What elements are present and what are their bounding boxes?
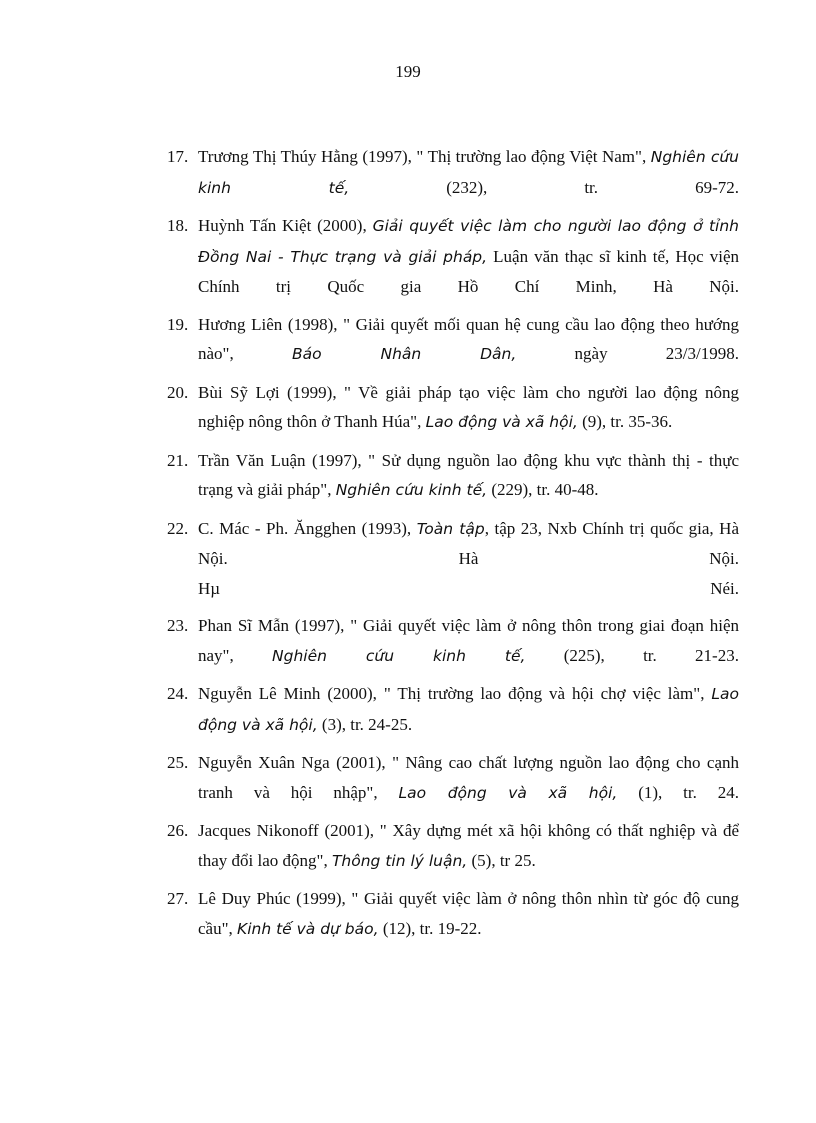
reference-number: 18. (167, 216, 189, 235)
reference-source: Nghiên cứu kinh tế, (272, 646, 526, 665)
reference-source: Thông tin lý luận, (331, 851, 468, 870)
reference-source: Báo Nhân Dân, (291, 345, 517, 363)
reference-item (135, 514, 739, 604)
reference-details: , tập 23, Nxb Chính trị quốc gia, Hà Nội. Hà Nội. (198, 518, 740, 568)
reference-source: Lao động và xã hội, (398, 783, 618, 802)
reference-item (135, 816, 739, 876)
stray-left-text: Hµ (198, 578, 221, 598)
reference-item (135, 884, 739, 944)
reference-details: (12), tr. 19-22. (378, 918, 482, 938)
reference-list (135, 142, 739, 952)
reference-item (135, 211, 739, 302)
reference-author-title: Lê Duy Phúc (1999), " Giải quyết việc làm ở nông thôn nhìn từ góc độ cung cầu", (198, 889, 739, 938)
reference-details: (225), tr. 21-23. (525, 645, 739, 665)
reference-source: Lao động và xã hội, (425, 413, 578, 431)
reference-number: 20. (167, 382, 189, 402)
reference-source: Giải quyết việc làm cho người lao động ở tỉnh Đồng Nai - Thực trạng và giải pháp, (198, 217, 740, 266)
reference-author-title: Hương Liên (1998), " Giải quyết mối quan hệ cung cầu lao động theo hướng nào", (198, 314, 739, 363)
reference-item (135, 142, 739, 203)
reference-number: 23. (167, 616, 189, 635)
reference-number: 26. (167, 821, 189, 840)
stray-right-text: Néi. (710, 578, 739, 598)
reference-author-title: Nguyễn Lê Minh (2000), " Thị trường lao động và hội chợ việc làm", (198, 684, 712, 703)
reference-item (135, 611, 739, 671)
reference-source: Lao động và xã hội, (198, 685, 739, 734)
reference-author-title: Nguyễn Xuân Nga (2001), " Nâng cao chất lượng nguồn lao động cho cạnh tranh và hội nhập", (198, 753, 739, 802)
reference-number: 27. (167, 889, 189, 908)
reference-author-title: Trần Văn Luận (1997), " Sử dụng nguồn lao động khu vực thành thị - thực trạng và giải pháp", (198, 450, 739, 499)
reference-number: 25. (167, 753, 189, 772)
reference-item (135, 679, 739, 740)
reference-details: ngày 23/3/1998. (516, 344, 739, 363)
reference-details: (3), tr. 24-25. (317, 714, 413, 734)
reference-author-title: Trương Thị Thúy Hằng (1997), " Thị trường lao động Việt Nam", (198, 147, 651, 166)
reference-details: (1), tr. 24. (617, 782, 739, 802)
reference-author-title: Jacques Nikonoff (2001), " Xây dựng mét xã hội không có thất nghiệp và để thay đổi lao động", (198, 821, 739, 870)
reference-details: Luận văn thạc sĩ kinh tế, Học viện Chính trị Quốc gia Hồ Chí Minh, Hà Nội. (198, 246, 739, 296)
reference-author-title: Huỳnh Tấn Kiệt (2000), (198, 216, 373, 235)
reference-details: (229), tr. 40-48. (487, 480, 599, 499)
reference-number: 24. (167, 684, 189, 703)
reference-author-title: C. Mác - Ph. Ăngghen (1993), (198, 518, 417, 538)
reference-author-title: Bùi Sỹ Lợi (1999), " Về giải pháp tạo việc làm cho người lao động nông nghiệp nông thôn ở Thanh Húa", (198, 382, 739, 431)
reference-number: 17. (167, 147, 189, 166)
reference-item (135, 310, 739, 370)
reference-source: Toàn tập (416, 519, 485, 538)
reference-details: (5), tr 25. (467, 850, 536, 870)
reference-source: Kinh tế và dự báo, (237, 919, 379, 938)
reference-stray-line (198, 574, 739, 604)
reference-source: Nghiên cứu kinh tế, (198, 148, 739, 197)
reference-number: 22. (167, 518, 189, 538)
reference-item (135, 446, 739, 506)
reference-item (135, 378, 739, 438)
reference-number: 21. (167, 450, 189, 470)
reference-item (135, 748, 739, 808)
page-number: 199 (395, 62, 421, 81)
reference-details: (9), tr. 35-36. (577, 412, 673, 431)
reference-author-title: Phan Sĩ Mẫn (1997), " Giải quyết việc làm ở nông thôn trong giai đoạn hiện nay", (198, 616, 739, 665)
reference-source: Nghiên cứu kinh tế, (335, 481, 488, 499)
reference-details: (232), tr. 69-72. (349, 177, 739, 197)
reference-number: 19. (167, 314, 189, 334)
